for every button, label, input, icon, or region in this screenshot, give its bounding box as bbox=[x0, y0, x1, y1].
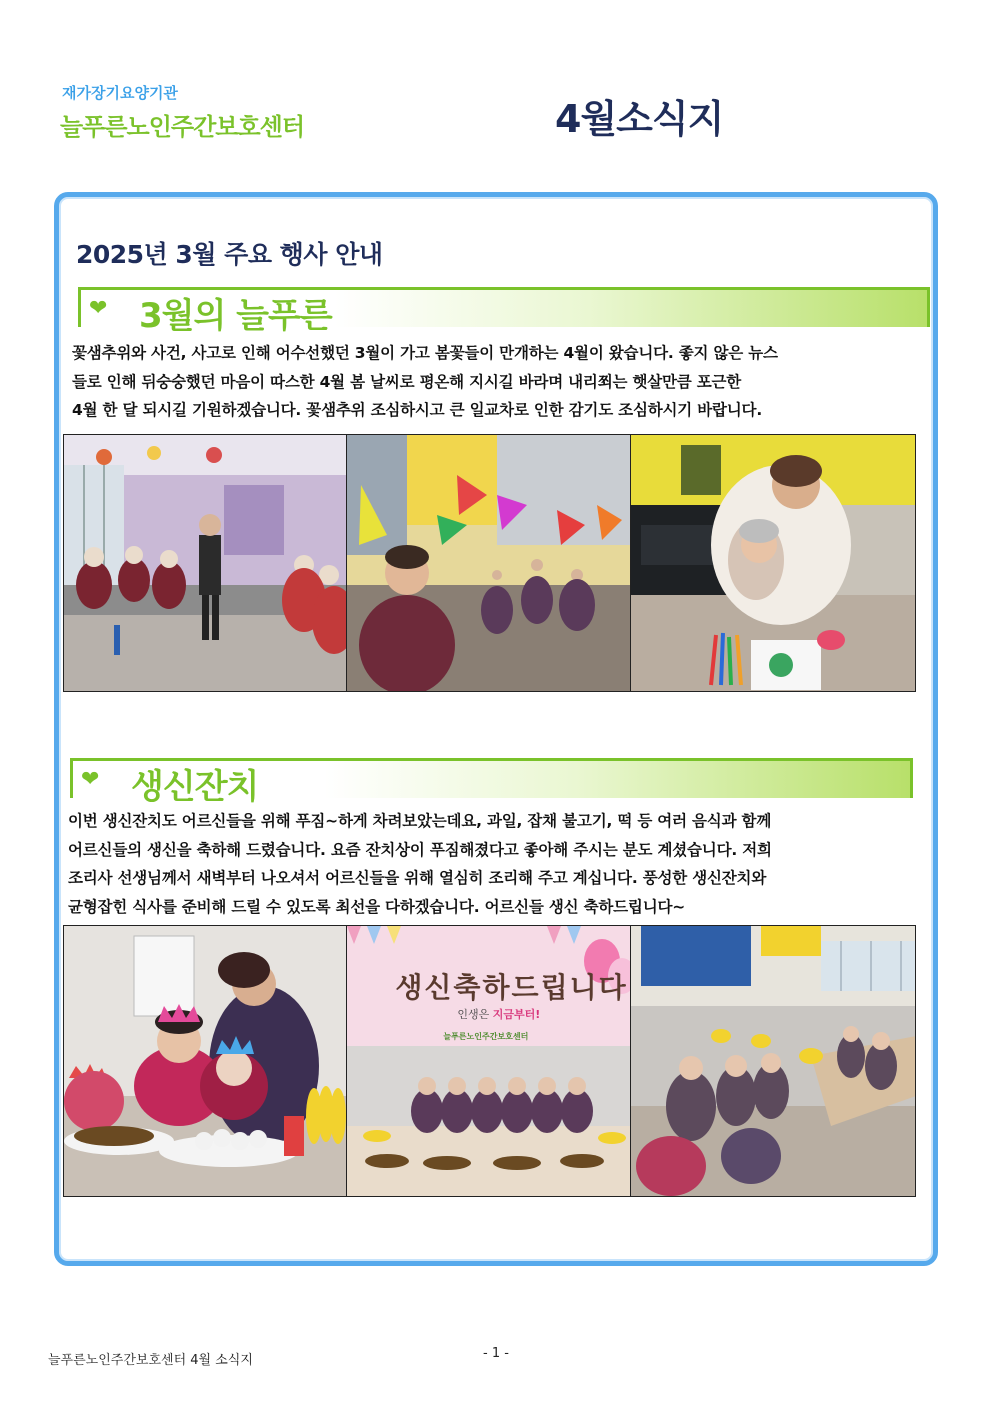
text-line: 이번 생신잔치도 어르신들을 위해 푸짐~하게 차려보았는데요, 과일, 잡채 불고기, 떡 등 여러 음식과 함께 bbox=[68, 812, 772, 830]
banner-center-name: 늘푸른노인주간보호센터 bbox=[443, 1032, 529, 1041]
text-line: 어르신들의 생신을 축하해 드렸습니다. 요즘 잔치상이 푸짐해졌다고 좋아해 주시는 분도 계셨습니다. 저희 bbox=[68, 840, 772, 859]
banner-subtitle-prefix: 인생은 bbox=[457, 1008, 493, 1021]
footer-text: 늘푸른노인주간보호센터 4월 소식지 bbox=[48, 1353, 253, 1368]
activity-photo bbox=[347, 435, 630, 691]
exercise-scene-image bbox=[64, 435, 347, 691]
main-heading: 2025년 3월 주요 행사 안내 bbox=[76, 240, 383, 269]
drawing-activity-image bbox=[631, 435, 915, 691]
heart-icon: ❤ bbox=[89, 296, 108, 321]
flag-activity-image bbox=[347, 435, 630, 691]
text-line: 들로 인해 뒤숭숭했던 마음이 따스한 4월 봄 날씨로 평온해 지시길 바라며 내리쬐는 햇살만큼 포근한 bbox=[72, 372, 742, 391]
page-number: - 1 - bbox=[483, 1346, 509, 1361]
text-line: 균형잡힌 식사를 준비해 드릴 수 있도록 최선을 다하겠습니다. 어르신들 생신 축하드립니다~ bbox=[68, 897, 686, 916]
text-line: 조리사 선생님께서 새벽부터 나오셔서 어르신들을 위해 열심히 조리해 주고 계십니다. 풍성한 생신잔치와 bbox=[68, 869, 767, 887]
org-type-label: 재가장기요양기관 bbox=[62, 84, 178, 102]
heart-icon: ❤ bbox=[81, 767, 100, 792]
page-title: 4월소식지 bbox=[555, 97, 724, 141]
activity-photo bbox=[64, 435, 347, 691]
birthday-photo bbox=[631, 926, 915, 1196]
text-line: 4월 한 달 되시길 기원하겠습니다. 꽃샘추위 조심하시고 큰 일교차로 인한 감기도 조심하시기 바랍니다. bbox=[72, 401, 763, 419]
org-name: 늘푸른노인주간보호센터 bbox=[60, 113, 305, 141]
section-text-birthday bbox=[68, 807, 938, 921]
section-header-march bbox=[78, 287, 930, 336]
section-text-march bbox=[72, 339, 942, 425]
banner-subtitle bbox=[457, 1006, 540, 1022]
text-line: 꽃샘추위와 사건, 사고로 인해 어수선했던 3월이 가고 봄꽃들이 만개하는 4월이 왔습니다. 좋지 않은 뉴스 bbox=[72, 344, 778, 362]
photo-row-march bbox=[63, 434, 916, 692]
section-header-birthday bbox=[70, 758, 913, 807]
birthday-table-image bbox=[64, 926, 347, 1196]
birthday-photo bbox=[347, 926, 630, 1196]
banner-title: 생신축하드립니다 bbox=[395, 971, 628, 1004]
photo-row-birthday bbox=[63, 925, 916, 1197]
section-title: 3월의 늘푸른 bbox=[139, 296, 332, 336]
section-title: 생신잔치 bbox=[131, 767, 259, 807]
banner-subtitle-highlight: 지금부터! bbox=[492, 1008, 541, 1021]
birthday-photo bbox=[64, 926, 347, 1196]
activity-photo bbox=[631, 435, 915, 691]
dining-hall-image bbox=[631, 926, 915, 1196]
